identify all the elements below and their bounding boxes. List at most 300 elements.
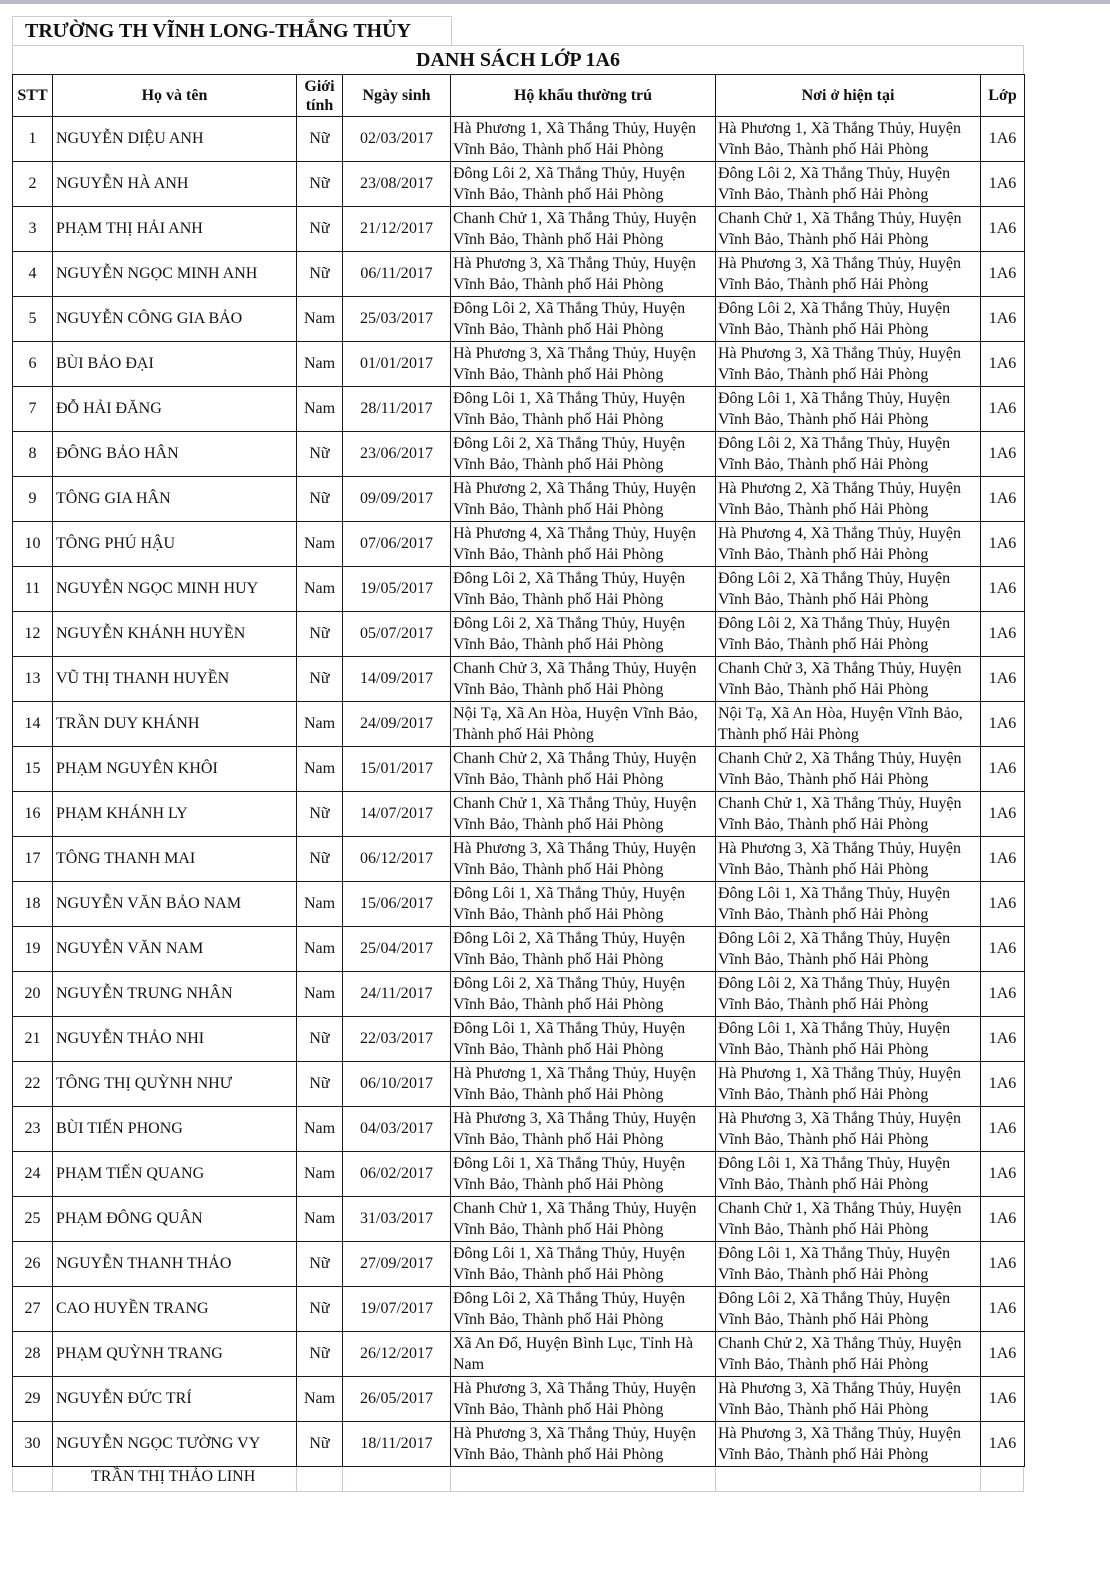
cell-class: 1A6 xyxy=(981,252,1025,297)
cell-gender: Nam xyxy=(297,1107,343,1152)
cell-gender: Nữ xyxy=(297,1287,343,1332)
cell-current-address xyxy=(716,522,981,567)
cell-permanent-address-line1: Đông Lôi 2, Xã Thắng Thủy, Huyện xyxy=(453,930,686,947)
cell-permanent-address-line1: Đông Lôi 1, Xã Thắng Thủy, Huyện xyxy=(453,1245,686,1262)
cell-current-address-line2: Vĩnh Bảo, Thành phố Hải Phòng xyxy=(718,1401,929,1418)
cell-dob: 01/01/2017 xyxy=(343,342,451,387)
cell-gender: Nữ xyxy=(297,1422,343,1467)
cell-dob: 14/07/2017 xyxy=(343,792,451,837)
cell-current-address-line1: Đông Lôi 2, Xã Thắng Thủy, Huyện xyxy=(718,435,951,452)
cell-current-address-line2: Vĩnh Bảo, Thành phố Hải Phòng xyxy=(718,1446,929,1463)
cell-current-address xyxy=(716,1152,981,1197)
cell-stt: 26 xyxy=(13,1242,53,1287)
table-row xyxy=(13,207,1025,252)
header-gender xyxy=(297,75,343,117)
cell-dob: 22/03/2017 xyxy=(343,1017,451,1062)
cell-permanent-address-line1: Đông Lôi 2, Xã Thắng Thủy, Huyện xyxy=(453,435,686,452)
cell-permanent-address xyxy=(451,1332,716,1377)
cell-permanent-address-line2: Vĩnh Bảo, Thành phố Hải Phòng xyxy=(453,1401,664,1418)
cell-dob: 06/12/2017 xyxy=(343,837,451,882)
cell-current-address-line1: Hà Phương 3, Xã Thắng Thủy, Huyện xyxy=(718,345,962,362)
cell-current-address-line2: Vĩnh Bảo, Thành phố Hải Phòng xyxy=(718,231,929,248)
cell-class: 1A6 xyxy=(981,1377,1025,1422)
cell-permanent-address xyxy=(451,1107,716,1152)
cell-gender: Nam xyxy=(297,1377,343,1422)
header-stt: STT xyxy=(13,75,53,117)
table-row xyxy=(13,747,1025,792)
cell-class: 1A6 xyxy=(981,162,1025,207)
cell-current-address-line2: Vĩnh Bảo, Thành phố Hải Phòng xyxy=(718,1086,929,1103)
table-row xyxy=(13,1107,1025,1152)
signature-name: TRẦN THỊ THẢO LINH xyxy=(91,1468,256,1485)
cell-current-address-line2: Vĩnh Bảo, Thành phố Hải Phòng xyxy=(718,636,929,653)
cell-permanent-address xyxy=(451,1152,716,1197)
header-current-address: Nơi ở hiện tại xyxy=(716,75,981,117)
cell-permanent-address xyxy=(451,1017,716,1062)
cell-name: BÙI BẢO ĐẠI xyxy=(53,342,297,387)
cell-current-address-line1: Hà Phương 1, Xã Thắng Thủy, Huyện xyxy=(718,120,962,137)
table-row xyxy=(13,252,1025,297)
cell-stt: 30 xyxy=(13,1422,53,1467)
cell-permanent-address-line1: Đông Lôi 1, Xã Thắng Thủy, Huyện xyxy=(453,1020,686,1037)
cell-name: NGUYỄN KHÁNH HUYỀN xyxy=(53,612,297,657)
cell-name: NGUYỄN THANH THẢO xyxy=(53,1242,297,1287)
cell-permanent-address xyxy=(451,747,716,792)
cell-class: 1A6 xyxy=(981,747,1025,792)
cell-current-address-line2: Vĩnh Bảo, Thành phố Hải Phòng xyxy=(718,411,929,428)
cell-gender: Nam xyxy=(297,882,343,927)
cell-current-address xyxy=(716,702,981,747)
cell-name: PHẠM ĐÔNG QUÂN xyxy=(53,1197,297,1242)
cell-class: 1A6 xyxy=(981,477,1025,522)
cell-permanent-address xyxy=(451,297,716,342)
cell-permanent-address xyxy=(451,342,716,387)
cell-current-address-line1: Đông Lôi 2, Xã Thắng Thủy, Huyện xyxy=(718,570,951,587)
cell-permanent-address-line2: Nam xyxy=(453,1356,485,1373)
cell-current-address-line1: Chanh Chử 2, Xã Thắng Thủy, Huyện xyxy=(718,1335,962,1352)
cell-permanent-address-line1: Nội Tạ, Xã An Hòa, Huyện Vĩnh Bảo, xyxy=(453,705,698,722)
cell-gender: Nam xyxy=(297,567,343,612)
cell-permanent-address-line2: Vĩnh Bảo, Thành phố Hải Phòng xyxy=(453,456,664,473)
cell-gender: Nam xyxy=(297,297,343,342)
cell-permanent-address xyxy=(451,1422,716,1467)
cell-dob: 05/07/2017 xyxy=(343,612,451,657)
cell-permanent-address xyxy=(451,252,716,297)
table-row xyxy=(13,297,1025,342)
cell-permanent-address xyxy=(451,162,716,207)
cell-permanent-address-line2: Vĩnh Bảo, Thành phố Hải Phòng xyxy=(453,996,664,1013)
cell-stt: 19 xyxy=(13,927,53,972)
cell-current-address xyxy=(716,297,981,342)
cell-permanent-address-line2: Vĩnh Bảo, Thành phố Hải Phòng xyxy=(453,186,664,203)
cell-gender: Nữ xyxy=(297,1242,343,1287)
table-row xyxy=(13,342,1025,387)
cell-gender: Nam xyxy=(297,747,343,792)
cell-permanent-address xyxy=(451,117,716,162)
cell-current-address-line2: Vĩnh Bảo, Thành phố Hải Phòng xyxy=(718,501,929,518)
gridline xyxy=(715,1467,716,1491)
cell-permanent-address xyxy=(451,1287,716,1332)
cell-class: 1A6 xyxy=(981,972,1025,1017)
cell-current-address xyxy=(716,882,981,927)
cell-current-address-line1: Chanh Chử 1, Xã Thắng Thủy, Huyện xyxy=(718,210,962,227)
cell-current-address xyxy=(716,1107,981,1152)
header-gender-line2: tính xyxy=(305,96,334,114)
cell-class: 1A6 xyxy=(981,1287,1025,1332)
cell-gender: Nữ xyxy=(297,1017,343,1062)
cell-current-address-line1: Đông Lôi 2, Xã Thắng Thủy, Huyện xyxy=(718,300,951,317)
cell-permanent-address xyxy=(451,522,716,567)
cell-permanent-address-line1: Đông Lôi 2, Xã Thắng Thủy, Huyện xyxy=(453,570,686,587)
cell-gender: Nam xyxy=(297,387,343,432)
cell-name: NGUYỄN NGỌC MINH ANH xyxy=(53,252,297,297)
cell-stt: 1 xyxy=(13,117,53,162)
cell-current-address-line2: Vĩnh Bảo, Thành phố Hải Phòng xyxy=(718,546,929,563)
cell-name: TÔNG THANH MAI xyxy=(53,837,297,882)
cell-stt: 9 xyxy=(13,477,53,522)
cell-current-address-line2: Vĩnh Bảo, Thành phố Hải Phòng xyxy=(718,681,929,698)
gridline xyxy=(980,1467,981,1491)
cell-permanent-address-line1: Chanh Chử 1, Xã Thắng Thủy, Huyện xyxy=(453,210,697,227)
cell-dob: 21/12/2017 xyxy=(343,207,451,252)
cell-class: 1A6 xyxy=(981,207,1025,252)
table-row xyxy=(13,1062,1025,1107)
cell-permanent-address xyxy=(451,387,716,432)
cell-name: CAO HUYỀN TRANG xyxy=(53,1287,297,1332)
table-row xyxy=(13,612,1025,657)
cell-current-address-line1: Đông Lôi 2, Xã Thắng Thủy, Huyện xyxy=(718,930,951,947)
cell-stt: 3 xyxy=(13,207,53,252)
cell-current-address-line1: Hà Phương 2, Xã Thắng Thủy, Huyện xyxy=(718,480,962,497)
cell-permanent-address xyxy=(451,1062,716,1107)
cell-stt: 21 xyxy=(13,1017,53,1062)
cell-stt: 15 xyxy=(13,747,53,792)
cell-stt: 18 xyxy=(13,882,53,927)
cell-permanent-address-line2: Vĩnh Bảo, Thành phố Hải Phòng xyxy=(453,321,664,338)
gridline xyxy=(342,1467,343,1491)
cell-name: BÙI TIẾN PHONG xyxy=(53,1107,297,1152)
cell-current-address-line2: Vĩnh Bảo, Thành phố Hải Phòng xyxy=(718,1041,929,1058)
cell-current-address xyxy=(716,1197,981,1242)
cell-gender: Nữ xyxy=(297,117,343,162)
cell-name: NGUYỄN ĐỨC TRÍ xyxy=(53,1377,297,1422)
cell-dob: 04/03/2017 xyxy=(343,1107,451,1152)
cell-permanent-address-line2: Vĩnh Bảo, Thành phố Hải Phòng xyxy=(453,276,664,293)
cell-current-address-line1: Hà Phương 3, Xã Thắng Thủy, Huyện xyxy=(718,255,962,272)
cell-permanent-address-line2: Vĩnh Bảo, Thành phố Hải Phòng xyxy=(453,1311,664,1328)
cell-name: TÔNG PHÚ HẬU xyxy=(53,522,297,567)
cell-name: NGUYỄN NGỌC MINH HUY xyxy=(53,567,297,612)
cell-stt: 2 xyxy=(13,162,53,207)
cell-class: 1A6 xyxy=(981,882,1025,927)
cell-permanent-address-line1: Đông Lôi 1, Xã Thắng Thủy, Huyện xyxy=(453,1155,686,1172)
cell-permanent-address-line1: Hà Phương 1, Xã Thắng Thủy, Huyện xyxy=(453,120,697,137)
cell-gender: Nữ xyxy=(297,1332,343,1377)
list-title: DANH SÁCH LỚP 1A6 xyxy=(12,45,1024,74)
cell-gender: Nữ xyxy=(297,432,343,477)
cell-name: VŨ THỊ THANH HUYỀN xyxy=(53,657,297,702)
header-class: Lớp xyxy=(981,75,1025,117)
cell-dob: 25/03/2017 xyxy=(343,297,451,342)
table-row xyxy=(13,972,1025,1017)
cell-current-address xyxy=(716,837,981,882)
cell-gender: Nữ xyxy=(297,612,343,657)
cell-current-address-line1: Đông Lôi 2, Xã Thắng Thủy, Huyện xyxy=(718,615,951,632)
footer-row xyxy=(12,1467,1024,1492)
cell-current-address xyxy=(716,117,981,162)
table-row xyxy=(13,477,1025,522)
cell-permanent-address-line2: Vĩnh Bảo, Thành phố Hải Phòng xyxy=(453,141,664,158)
cell-current-address-line2: Vĩnh Bảo, Thành phố Hải Phòng xyxy=(718,906,929,923)
cell-dob: 25/04/2017 xyxy=(343,927,451,972)
cell-current-address-line1: Hà Phương 3, Xã Thắng Thủy, Huyện xyxy=(718,1110,962,1127)
table-row xyxy=(13,522,1025,567)
gridline xyxy=(296,1467,297,1491)
cell-stt: 17 xyxy=(13,837,53,882)
cell-dob: 15/01/2017 xyxy=(343,747,451,792)
cell-permanent-address xyxy=(451,837,716,882)
cell-permanent-address-line2: Vĩnh Bảo, Thành phố Hải Phòng xyxy=(453,366,664,383)
cell-permanent-address-line2: Vĩnh Bảo, Thành phố Hải Phòng xyxy=(453,501,664,518)
cell-permanent-address-line1: Hà Phương 3, Xã Thắng Thủy, Huyện xyxy=(453,1380,697,1397)
cell-name: NGUYỄN VĂN NAM xyxy=(53,927,297,972)
cell-stt: 23 xyxy=(13,1107,53,1152)
cell-gender: Nam xyxy=(297,927,343,972)
cell-gender: Nữ xyxy=(297,837,343,882)
cell-class: 1A6 xyxy=(981,342,1025,387)
cell-stt: 25 xyxy=(13,1197,53,1242)
cell-current-address-line1: Hà Phương 4, Xã Thắng Thủy, Huyện xyxy=(718,525,962,542)
cell-current-address-line1: Hà Phương 3, Xã Thắng Thủy, Huyện xyxy=(718,1425,962,1442)
cell-dob: 23/06/2017 xyxy=(343,432,451,477)
cell-gender: Nữ xyxy=(297,1062,343,1107)
gridline xyxy=(450,1467,451,1491)
cell-current-address xyxy=(716,1332,981,1377)
cell-class: 1A6 xyxy=(981,837,1025,882)
cell-permanent-address-line2: Vĩnh Bảo, Thành phố Hải Phòng xyxy=(453,771,664,788)
cell-class: 1A6 xyxy=(981,1422,1025,1467)
cell-current-address xyxy=(716,432,981,477)
cell-current-address xyxy=(716,792,981,837)
cell-stt: 29 xyxy=(13,1377,53,1422)
cell-permanent-address xyxy=(451,207,716,252)
cell-class: 1A6 xyxy=(981,567,1025,612)
cell-permanent-address-line1: Đông Lôi 2, Xã Thắng Thủy, Huyện xyxy=(453,975,686,992)
cell-current-address-line1: Đông Lôi 2, Xã Thắng Thủy, Huyện xyxy=(718,165,951,182)
cell-name: TÔNG GIA HÂN xyxy=(53,477,297,522)
cell-stt: 8 xyxy=(13,432,53,477)
cell-name: PHẠM KHÁNH LY xyxy=(53,792,297,837)
header-name: Họ và tên xyxy=(53,75,297,117)
cell-dob: 24/11/2017 xyxy=(343,972,451,1017)
cell-permanent-address-line1: Đông Lôi 2, Xã Thắng Thủy, Huyện xyxy=(453,165,686,182)
cell-stt: 14 xyxy=(13,702,53,747)
cell-permanent-address-line2: Vĩnh Bảo, Thành phố Hải Phòng xyxy=(453,1446,664,1463)
cell-permanent-address-line1: Hà Phương 3, Xã Thắng Thủy, Huyện xyxy=(453,1110,697,1127)
cell-permanent-address-line1: Đông Lôi 1, Xã Thắng Thủy, Huyện xyxy=(453,885,686,902)
cell-name: PHẠM TIẾN QUANG xyxy=(53,1152,297,1197)
cell-permanent-address-line2: Vĩnh Bảo, Thành phố Hải Phòng xyxy=(453,546,664,563)
cell-gender: Nữ xyxy=(297,477,343,522)
cell-stt: 24 xyxy=(13,1152,53,1197)
cell-dob: 24/09/2017 xyxy=(343,702,451,747)
table-row xyxy=(13,1017,1025,1062)
cell-dob: 15/06/2017 xyxy=(343,882,451,927)
header-permanent-address: Hộ khẩu thường trú xyxy=(451,75,716,117)
cell-dob: 07/06/2017 xyxy=(343,522,451,567)
cell-name: ĐÔNG BẢO HÂN xyxy=(53,432,297,477)
cell-permanent-address xyxy=(451,567,716,612)
cell-current-address-line1: Đông Lôi 2, Xã Thắng Thủy, Huyện xyxy=(718,1290,951,1307)
cell-current-address-line1: Đông Lôi 1, Xã Thắng Thủy, Huyện xyxy=(718,1020,951,1037)
header-row xyxy=(13,75,1025,117)
cell-stt: 7 xyxy=(13,387,53,432)
cell-current-address-line2: Thành phố Hải Phòng xyxy=(718,726,859,743)
cell-permanent-address xyxy=(451,1377,716,1422)
cell-dob: 19/05/2017 xyxy=(343,567,451,612)
cell-current-address-line2: Vĩnh Bảo, Thành phố Hải Phòng xyxy=(718,1356,929,1373)
cell-class: 1A6 xyxy=(981,792,1025,837)
cell-permanent-address-line1: Chanh Chử 1, Xã Thắng Thủy, Huyện xyxy=(453,795,697,812)
table-row xyxy=(13,432,1025,477)
cell-current-address xyxy=(716,972,981,1017)
header-dob: Ngày sinh xyxy=(343,75,451,117)
cell-current-address-line1: Đông Lôi 1, Xã Thắng Thủy, Huyện xyxy=(718,885,951,902)
cell-stt: 13 xyxy=(13,657,53,702)
cell-class: 1A6 xyxy=(981,1197,1025,1242)
cell-dob: 26/12/2017 xyxy=(343,1332,451,1377)
cell-name: NGUYỄN THẢO NHI xyxy=(53,1017,297,1062)
cell-permanent-address-line1: Hà Phương 3, Xã Thắng Thủy, Huyện xyxy=(453,1425,697,1442)
gridline xyxy=(52,1467,53,1491)
cell-class: 1A6 xyxy=(981,657,1025,702)
cell-permanent-address-line2: Vĩnh Bảo, Thành phố Hải Phòng xyxy=(453,816,664,833)
cell-permanent-address xyxy=(451,477,716,522)
cell-gender: Nam xyxy=(297,972,343,1017)
cell-gender: Nam xyxy=(297,522,343,567)
cell-current-address-line1: Đông Lôi 1, Xã Thắng Thủy, Huyện xyxy=(718,1245,951,1262)
cell-dob: 19/07/2017 xyxy=(343,1287,451,1332)
spreadsheet xyxy=(12,16,1024,1492)
cell-permanent-address-line1: Hà Phương 3, Xã Thắng Thủy, Huyện xyxy=(453,840,697,857)
cell-current-address-line1: Chanh Chử 1, Xã Thắng Thủy, Huyện xyxy=(718,1200,962,1217)
cell-permanent-address-line1: Hà Phương 3, Xã Thắng Thủy, Huyện xyxy=(453,255,697,272)
cell-gender: Nữ xyxy=(297,792,343,837)
cell-current-address-line2: Vĩnh Bảo, Thành phố Hải Phòng xyxy=(718,996,929,1013)
cell-dob: 06/10/2017 xyxy=(343,1062,451,1107)
cell-current-address xyxy=(716,1377,981,1422)
cell-permanent-address xyxy=(451,432,716,477)
cell-current-address-line1: Đông Lôi 1, Xã Thắng Thủy, Huyện xyxy=(718,1155,951,1172)
cell-permanent-address-line2: Vĩnh Bảo, Thành phố Hải Phòng xyxy=(453,636,664,653)
cell-current-address-line2: Vĩnh Bảo, Thành phố Hải Phòng xyxy=(718,1266,929,1283)
cell-current-address-line2: Vĩnh Bảo, Thành phố Hải Phòng xyxy=(718,141,929,158)
table-row xyxy=(13,1377,1025,1422)
table-row xyxy=(13,882,1025,927)
cell-current-address-line2: Vĩnh Bảo, Thành phố Hải Phòng xyxy=(718,186,929,203)
cell-name: NGUYỄN TRUNG NHÂN xyxy=(53,972,297,1017)
cell-current-address-line1: Chanh Chử 1, Xã Thắng Thủy, Huyện xyxy=(718,795,962,812)
cell-permanent-address-line2: Vĩnh Bảo, Thành phố Hải Phòng xyxy=(453,951,664,968)
cell-stt: 20 xyxy=(13,972,53,1017)
cell-gender: Nam xyxy=(297,1152,343,1197)
cell-permanent-address-line1: Hà Phương 2, Xã Thắng Thủy, Huyện xyxy=(453,480,697,497)
cell-current-address xyxy=(716,612,981,657)
cell-name: PHẠM QUỲNH TRANG xyxy=(53,1332,297,1377)
cell-current-address-line2: Vĩnh Bảo, Thành phố Hải Phòng xyxy=(718,1311,929,1328)
cell-current-address xyxy=(716,1287,981,1332)
cell-permanent-address-line2: Thành phố Hải Phòng xyxy=(453,726,594,743)
cell-gender: Nữ xyxy=(297,657,343,702)
cell-permanent-address-line2: Vĩnh Bảo, Thành phố Hải Phòng xyxy=(453,1266,664,1283)
cell-current-address-line1: Hà Phương 3, Xã Thắng Thủy, Huyện xyxy=(718,1380,962,1397)
cell-name: NGUYỄN VĂN BẢO NAM xyxy=(53,882,297,927)
cell-name: NGUYỄN CÔNG GIA BẢO xyxy=(53,297,297,342)
cell-gender: Nam xyxy=(297,1197,343,1242)
cell-class: 1A6 xyxy=(981,1332,1025,1377)
cell-name: PHẠM NGUYÊN KHÔI xyxy=(53,747,297,792)
cell-name: PHẠM THỊ HẢI ANH xyxy=(53,207,297,252)
header-gender-line1: Giới xyxy=(304,77,335,95)
cell-current-address-line2: Vĩnh Bảo, Thành phố Hải Phòng xyxy=(718,951,929,968)
cell-permanent-address-line2: Vĩnh Bảo, Thành phố Hải Phòng xyxy=(453,1221,664,1238)
cell-dob: 23/08/2017 xyxy=(343,162,451,207)
table-row xyxy=(13,792,1025,837)
cell-current-address-line2: Vĩnh Bảo, Thành phố Hải Phòng xyxy=(718,276,929,293)
cell-permanent-address-line1: Đông Lôi 2, Xã Thắng Thủy, Huyện xyxy=(453,615,686,632)
cell-class: 1A6 xyxy=(981,702,1025,747)
cell-permanent-address-line2: Vĩnh Bảo, Thành phố Hải Phòng xyxy=(453,1041,664,1058)
cell-permanent-address-line2: Vĩnh Bảo, Thành phố Hải Phòng xyxy=(453,906,664,923)
cell-stt: 4 xyxy=(13,252,53,297)
cell-stt: 28 xyxy=(13,1332,53,1377)
cell-current-address-line2: Vĩnh Bảo, Thành phố Hải Phòng xyxy=(718,1176,929,1193)
cell-class: 1A6 xyxy=(981,432,1025,477)
cell-current-address xyxy=(716,1422,981,1467)
table-row xyxy=(13,927,1025,972)
cell-stt: 6 xyxy=(13,342,53,387)
cell-permanent-address-line1: Chanh Chử 1, Xã Thắng Thủy, Huyện xyxy=(453,1200,697,1217)
cell-permanent-address-line2: Vĩnh Bảo, Thành phố Hải Phòng xyxy=(453,1131,664,1148)
cell-name: NGUYỄN DIỆU ANH xyxy=(53,117,297,162)
table-row xyxy=(13,567,1025,612)
cell-stt: 11 xyxy=(13,567,53,612)
table-row xyxy=(13,702,1025,747)
cell-permanent-address xyxy=(451,882,716,927)
cell-class: 1A6 xyxy=(981,1107,1025,1152)
cell-current-address-line2: Vĩnh Bảo, Thành phố Hải Phòng xyxy=(718,456,929,473)
cell-permanent-address xyxy=(451,612,716,657)
cell-current-address xyxy=(716,1017,981,1062)
table-row xyxy=(13,117,1025,162)
cell-permanent-address xyxy=(451,927,716,972)
cell-current-address-line2: Vĩnh Bảo, Thành phố Hải Phòng xyxy=(718,771,929,788)
cell-class: 1A6 xyxy=(981,117,1025,162)
cell-stt: 27 xyxy=(13,1287,53,1332)
cell-permanent-address-line1: Đông Lôi 2, Xã Thắng Thủy, Huyện xyxy=(453,300,686,317)
cell-class: 1A6 xyxy=(981,1017,1025,1062)
cell-permanent-address-line1: Đông Lôi 1, Xã Thắng Thủy, Huyện xyxy=(453,390,686,407)
cell-current-address xyxy=(716,252,981,297)
cell-current-address-line2: Vĩnh Bảo, Thành phố Hải Phòng xyxy=(718,1221,929,1238)
cell-stt: 22 xyxy=(13,1062,53,1107)
cell-permanent-address-line1: Chanh Chử 2, Xã Thắng Thủy, Huyện xyxy=(453,750,697,767)
cell-dob: 26/05/2017 xyxy=(343,1377,451,1422)
table-row xyxy=(13,1242,1025,1287)
cell-name: ĐỖ HẢI ĐĂNG xyxy=(53,387,297,432)
cell-stt: 10 xyxy=(13,522,53,567)
cell-gender: Nữ xyxy=(297,207,343,252)
